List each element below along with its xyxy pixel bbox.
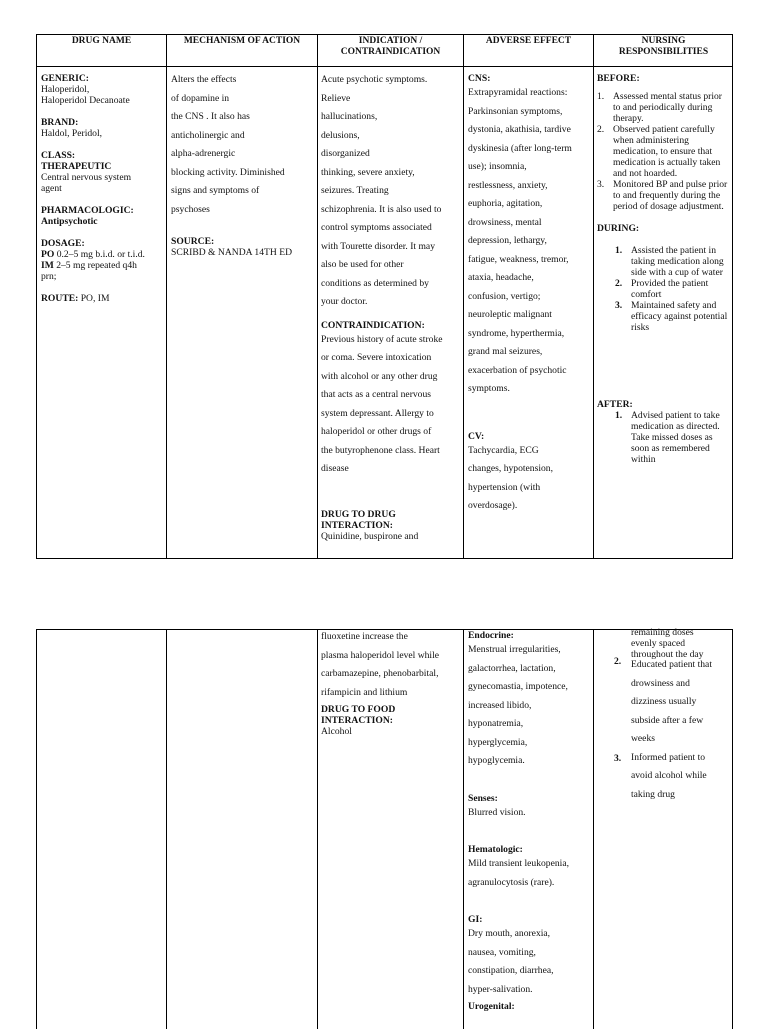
after-item-2-line: subside after a few — [631, 714, 704, 726]
contraindication-line: haloperidol or other drugs of — [321, 426, 432, 437]
gi-line: Dry mouth, anorexia, — [468, 928, 551, 939]
column-divider — [317, 630, 318, 1029]
list-text: Maintained safety and efficacy against potential risks — [631, 300, 728, 333]
endocrine-label: Endocrine: — [468, 630, 514, 641]
list-number: 3. — [615, 300, 623, 311]
during-list — [597, 245, 731, 333]
before-list — [597, 91, 731, 212]
list-number: 1. — [615, 410, 623, 421]
list-text: Assisted the patient in taking medication along side with a cup of water — [631, 245, 724, 278]
header-indication: INDICATION / CONTRAINDICATION — [340, 36, 441, 57]
class-therapeutic: Central nervous system — [41, 172, 132, 183]
list-text: Provided the patient comfort — [631, 278, 709, 300]
indication-cell — [321, 71, 463, 542]
after-item-3 — [614, 749, 731, 805]
cns-line: use); insomnia, — [468, 161, 527, 172]
drug-name-cell — [41, 73, 165, 304]
class-therapeutic: agent — [41, 183, 62, 194]
contraindication-line: the butyrophenone class. Heart — [321, 444, 440, 456]
after-item-3-text — [631, 749, 731, 805]
class-label: THERAPEUTIC — [41, 161, 112, 172]
mechanism-line: the CNS . It also has — [171, 111, 250, 122]
endocrine-line: hyponatremia, — [468, 718, 524, 729]
list-number: 2. — [597, 124, 605, 135]
indication-line: thinking, severe anxiety, — [321, 166, 415, 178]
senses-label: Senses: — [468, 792, 498, 804]
indication-continued-cell — [321, 628, 463, 737]
after-item-3-line: taking drug — [631, 788, 675, 800]
indication-line: your doctor. — [321, 296, 368, 307]
hematologic-text — [468, 855, 593, 892]
nursing-cell — [597, 73, 731, 465]
route: ROUTE: PO, IM — [41, 293, 110, 304]
mechanism-line: anticholinergic and — [171, 129, 245, 141]
column-divider — [593, 630, 594, 1029]
cns-line: exacerbation of psychotic — [468, 364, 567, 376]
dosage-im: prn; — [41, 271, 57, 282]
cns-line: Parkinsonian symptoms, — [468, 105, 563, 117]
mechanism-line: signs and symptoms of — [171, 185, 260, 196]
dosage-label: DOSAGE: — [41, 238, 85, 249]
indication-line: also be used for other — [321, 259, 404, 270]
contraindication-label: CONTRAINDICATION: — [321, 319, 425, 331]
generic-name: Haloperidol, — [41, 84, 90, 95]
drug-drug-label: INTERACTION: — [321, 519, 393, 531]
list-number: 3. — [597, 179, 605, 190]
gi-line: hyper-salivation. — [468, 983, 533, 995]
nursing-continued-cell — [614, 627, 731, 804]
contraindication-line: system depressant. Allergy to — [321, 407, 434, 419]
drug-food-text: Alcohol — [321, 726, 352, 737]
cv-line: hypertension (with — [468, 481, 541, 493]
pharmacologic-label: PHARMACOLOGIC: — [41, 205, 134, 216]
header-drug-name: DRUG NAME — [71, 36, 132, 46]
drug-drug-text-continued — [321, 628, 463, 702]
hematologic-line: Mild transient leukopenia, — [468, 858, 569, 869]
list-number: 3. — [614, 752, 622, 764]
cns-line: fatigue, weakness, tremor, — [468, 253, 569, 265]
indication-line: seizures. Treating — [321, 185, 389, 196]
list-text: Advised patient to take medication as directed. Take missed doses as soon as remembered within — [631, 410, 720, 465]
dosage-po: PO 0.2–5 mg b.i.d. or t.i.d. — [41, 249, 145, 260]
indication-line: hallucinations, — [321, 111, 378, 122]
indication-line: delusions, — [321, 129, 360, 141]
after-item-1-continued: throughout the day — [631, 649, 704, 660]
cns-line: drowsiness, mental — [468, 216, 542, 228]
during-item — [597, 300, 731, 333]
indication-line: disorganized — [321, 148, 370, 159]
cns-line: syndrome, hyperthermia, — [468, 327, 565, 339]
contraindication-line: or coma. Severe intoxication — [321, 352, 432, 363]
brand-label: BRAND: — [41, 117, 79, 128]
cns-text — [468, 84, 593, 399]
after-item-2-line: dizziness usually — [631, 696, 697, 707]
gi-label: GI: — [468, 914, 483, 925]
column-divider — [463, 630, 464, 1029]
before-item — [597, 179, 731, 212]
adverse-continued-cell — [468, 630, 593, 1012]
contraindication-line: that acts as a central nervous — [321, 389, 432, 400]
before-item — [597, 124, 731, 179]
column-divider — [463, 35, 464, 558]
list-text: Monitored BP and pulse prior to and frequently during the period of dosage adjustment. — [613, 179, 728, 212]
endocrine-line: galactorrhea, lactation, — [468, 662, 556, 674]
endocrine-line: hypoglycemia. — [468, 755, 525, 766]
endocrine-line: increased libido, — [468, 699, 532, 711]
drug-study-table-page2 — [36, 629, 733, 1029]
list-number: 1. — [597, 91, 605, 102]
dosage-im: IM 2–5 mg repeated q4h — [41, 260, 137, 271]
cns-line: confusion, vertigo; — [468, 290, 541, 302]
after-item-2 — [614, 656, 731, 749]
header-mechanism: MECHANISM OF ACTION — [183, 36, 301, 46]
during-label: DURING: — [597, 223, 640, 234]
cns-line: grand mal seizures, — [468, 346, 543, 357]
column-divider — [166, 630, 167, 1029]
gi-line: nausea, vomiting, — [468, 946, 536, 958]
indication-line: conditions as determined by — [321, 277, 429, 289]
cns-line: depression, lethargy, — [468, 235, 547, 246]
mechanism-line: blocking activity. Diminished — [171, 166, 285, 178]
drug-drug-line: plasma haloperidol level while — [321, 649, 440, 661]
cns-line: Extrapyramidal reactions: — [468, 87, 568, 98]
before-label: BEFORE: — [597, 73, 640, 84]
list-text: Assessed mental status prior to and periodically during therapy. — [613, 91, 722, 124]
cv-line: overdosage). — [468, 500, 518, 511]
drug-drug-line: fluoxetine increase the — [321, 631, 408, 642]
hematologic-label: Hematologic: — [468, 844, 523, 855]
after-item — [597, 410, 731, 465]
cv-line: changes, hypotension, — [468, 463, 553, 474]
list-number: 1. — [615, 245, 623, 256]
class-label: CLASS: — [41, 150, 76, 161]
drug-drug-label: DRUG TO DRUG — [321, 508, 396, 520]
contraindication-line: disease — [321, 463, 349, 474]
urogenital-label: Urogenital: — [468, 1001, 515, 1012]
mechanism-line: of dopamine in — [171, 92, 230, 104]
after-item-1-continued: evenly spaced — [631, 638, 686, 649]
drug-food-label: DRUG TO FOOD — [321, 704, 396, 715]
drug-drug-line: carbamazepine, phenobarbital, — [321, 668, 439, 679]
column-divider — [317, 35, 318, 558]
after-item-2-line: weeks — [631, 733, 655, 744]
cns-line: euphoria, agitation, — [468, 198, 543, 209]
list-text: Observed patient carefully when administering medication, to ensure that medication is actually taken and not hoarded. — [613, 124, 721, 179]
mechanism-line: Alters the effects — [171, 74, 237, 85]
endocrine-text — [468, 641, 593, 771]
during-item — [597, 278, 731, 300]
brand-name: Haldol, Peridol, — [41, 128, 103, 139]
contraindication-line: Previous history of acute stroke — [321, 333, 443, 345]
cns-line: ataxia, headache, — [468, 272, 534, 283]
column-divider — [166, 35, 167, 558]
gi-text — [468, 925, 593, 999]
header-nursing: NURSING RESPONSIBILITIES — [618, 36, 709, 57]
generic-label: GENERIC: — [41, 73, 89, 84]
indication-line: control symptoms associated — [321, 222, 432, 233]
source-value: SCRIBD & NANDA 14TH ED — [171, 247, 292, 258]
drug-food-label: INTERACTION: — [321, 715, 393, 726]
after-item-3-line: avoid alcohol while — [631, 770, 707, 781]
cns-label: CNS: — [468, 73, 491, 84]
header-adverse: ADVERSE EFFECT — [485, 36, 572, 46]
cns-line: dystonia, akathisia, tardive — [468, 124, 571, 135]
endocrine-line: Menstrual irregularities, — [468, 644, 561, 655]
before-item — [597, 91, 731, 124]
adverse-cell — [468, 73, 593, 516]
during-item — [597, 245, 731, 278]
drug-study-table-page1 — [36, 34, 733, 559]
list-number: 2. — [614, 656, 622, 667]
contraindication-line: with alcohol or any other drug — [321, 370, 438, 382]
cv-label: CV: — [468, 430, 485, 442]
after-item-2-line: drowsiness and — [631, 677, 690, 689]
list-number: 2. — [615, 278, 623, 289]
after-list — [597, 410, 731, 465]
cns-line: dyskinesia (after long-term — [468, 142, 572, 154]
indication-line: Relieve — [321, 92, 351, 104]
pharmacologic-value: Antipsychotic — [41, 216, 98, 227]
indication-line: with Tourette disorder. It may — [321, 240, 435, 252]
mechanism-line: alpha-adrenergic — [171, 148, 236, 159]
endocrine-line: hyperglycemia, — [468, 736, 528, 748]
mechanism-text — [171, 71, 317, 219]
column-divider — [593, 35, 594, 558]
cns-line: restlessness, anxiety, — [468, 179, 548, 191]
source-label: SOURCE: — [171, 236, 215, 247]
cv-line: Tachycardia, ECG — [468, 444, 539, 456]
after-item-2-line: Educated patient that — [631, 659, 712, 670]
gi-line: constipation, diarrhea, — [468, 965, 554, 976]
cns-line: neuroleptic malignant — [468, 309, 552, 320]
after-item-2-text — [631, 656, 731, 749]
indication-line: schizophrenia. It is also used to — [321, 203, 442, 215]
cv-text — [468, 442, 593, 516]
endocrine-line: gynecomastia, impotence, — [468, 681, 568, 692]
after-label: AFTER: — [597, 399, 633, 410]
contraindication-text — [321, 331, 463, 479]
hematologic-line: agranulocytosis (rare). — [468, 876, 555, 888]
drug-drug-text: Quinidine, buspirone and — [321, 530, 419, 542]
mechanism-cell — [171, 71, 317, 258]
mechanism-line: psychoses — [171, 203, 210, 215]
after-item-3-line: Informed patient to — [631, 751, 706, 763]
senses-text: Blurred vision. — [468, 806, 526, 818]
cns-line: symptoms. — [468, 383, 510, 394]
indication-text — [321, 71, 463, 312]
indication-line: Acute psychotic symptoms. — [321, 74, 428, 85]
generic-name: Haloperidol Decanoate — [41, 95, 130, 106]
drug-drug-line: rifampicin and lithium — [321, 686, 408, 698]
after-item-1-continued: remaining doses — [631, 627, 694, 638]
